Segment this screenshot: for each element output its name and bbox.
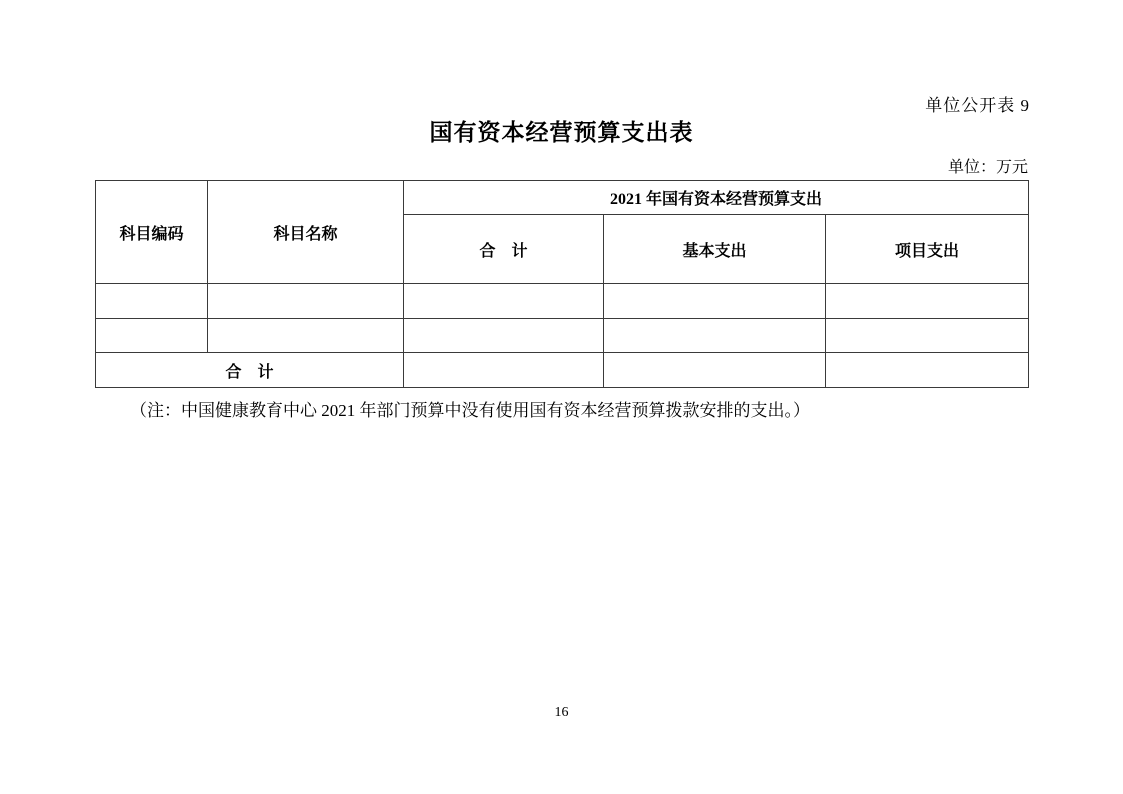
table-cell (208, 319, 404, 353)
header-year-span: 2021 年国有资本经营预算支出 (404, 181, 1029, 215)
table-cell (404, 284, 604, 319)
budget-expenditure-table (95, 180, 1029, 388)
header-subject-name: 科目名称 (208, 181, 404, 284)
table-cell (826, 284, 1029, 319)
table-cell (208, 284, 404, 319)
table-row (96, 319, 1029, 353)
note-text: （注：中国健康教育中心 2021 年部门预算中没有使用国有资本经营预算拨款安排的支出。） (130, 401, 810, 420)
total-row-basic-cell (604, 353, 826, 388)
table-cell (404, 319, 604, 353)
table-cell (826, 319, 1029, 353)
total-row-total-cell (404, 353, 604, 388)
header-total: 合 计 (404, 215, 604, 284)
unit-label: 单位：万元 (947, 159, 1028, 176)
header-basic-expenditure: 基本支出 (604, 215, 826, 284)
table-row (96, 284, 1029, 319)
header-project-expenditure: 项目支出 (826, 215, 1029, 284)
total-row-project-cell (826, 353, 1029, 388)
page-number: 16 (554, 705, 569, 720)
header-subject-code: 科目编码 (96, 181, 208, 284)
table-cell (604, 319, 826, 353)
total-row-label: 合 计 (96, 353, 404, 388)
table-header-row-top (96, 181, 1029, 215)
table-cell (96, 319, 208, 353)
total-row (96, 353, 1029, 388)
page-title: 国有资本经营预算支出表 (429, 120, 694, 146)
form-label: 单位公开表 9 (925, 96, 1030, 115)
table-cell (604, 284, 826, 319)
table-cell (96, 284, 208, 319)
